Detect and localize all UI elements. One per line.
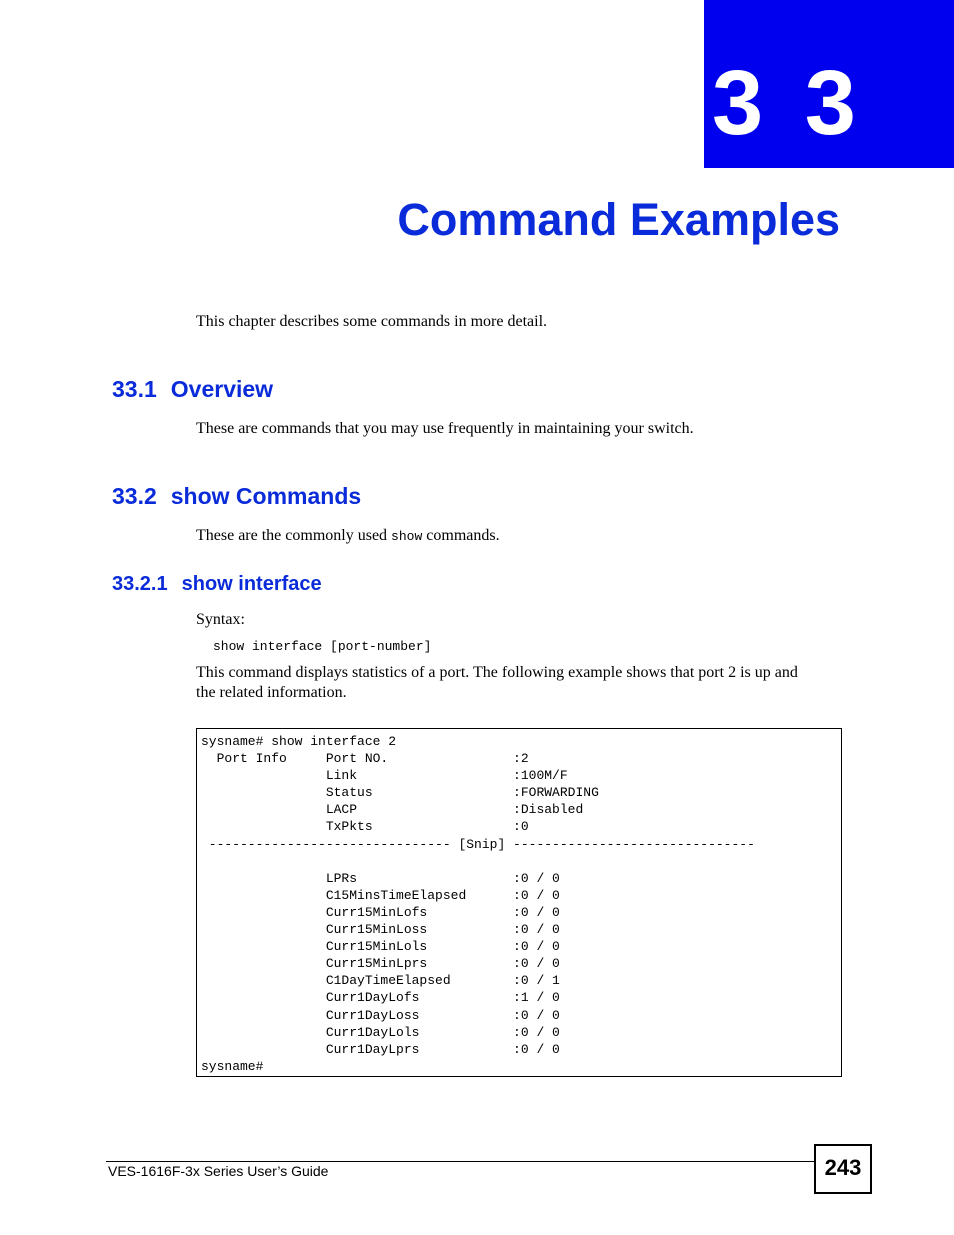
section-heading-overview <box>112 375 273 403</box>
paragraph-text: These are the commonly used <box>196 527 392 544</box>
description-line-1: This command displays statistics of a port. The following example shows that port 2 is up and <box>196 664 798 681</box>
section-heading-show-commands <box>112 482 361 510</box>
description-line-2: the related information. <box>196 684 347 701</box>
page-number: 243 <box>824 1155 862 1180</box>
paragraph-text: commands. <box>422 527 500 544</box>
section-number: 33.2.1 <box>112 573 168 595</box>
chapter-title: Command Examples <box>397 194 840 245</box>
page-number-box <box>814 1144 872 1194</box>
syntax-code: show interface [port-number] <box>213 639 432 654</box>
example-output: sysname# show interface 2 Port Info Port NO. :2 Link :100M/F Status :FORWARDING LACP :Disabled TxPkts :0 ------------------------------- [Snip] ------------------------------- LPRs :0 / 0 C15MinsTimeElapsed :0 / 0 Curr15MinLofs :0 / 0 Curr15MinLoss :0 / 0 Curr15MinLols :0 / 0 Curr15MinLprs :0 / 0 C1DayTimeElapsed :0 / 1 Curr1DayLofs :1 / 0 Curr1DayLoss :0 / 0 Curr1DayLols :0 / 0 Curr1DayLprs :0 / 0 sysname# <box>201 734 755 1074</box>
subsection-heading-show-interface <box>112 572 322 596</box>
section-number: 33.2 <box>112 483 157 509</box>
section-title: Overview <box>170 376 274 402</box>
syntax-label: Syntax: <box>196 611 245 628</box>
show-commands-paragraph <box>196 526 500 547</box>
inline-code: show <box>391 529 423 544</box>
overview-paragraph: These are commands that you may use frequently in maintaining your switch. <box>196 420 694 437</box>
chapter-intro: This chapter describes some commands in more detail. <box>196 313 548 330</box>
section-title: show interface <box>181 573 322 595</box>
footer-guide-title: VES-1616F-3x Series User’s Guide <box>108 1163 329 1179</box>
section-title: show Commands <box>170 483 362 509</box>
chapter-number: 3 3 <box>712 52 864 154</box>
section-number: 33.1 <box>112 376 157 402</box>
example-code-box <box>196 728 842 1077</box>
